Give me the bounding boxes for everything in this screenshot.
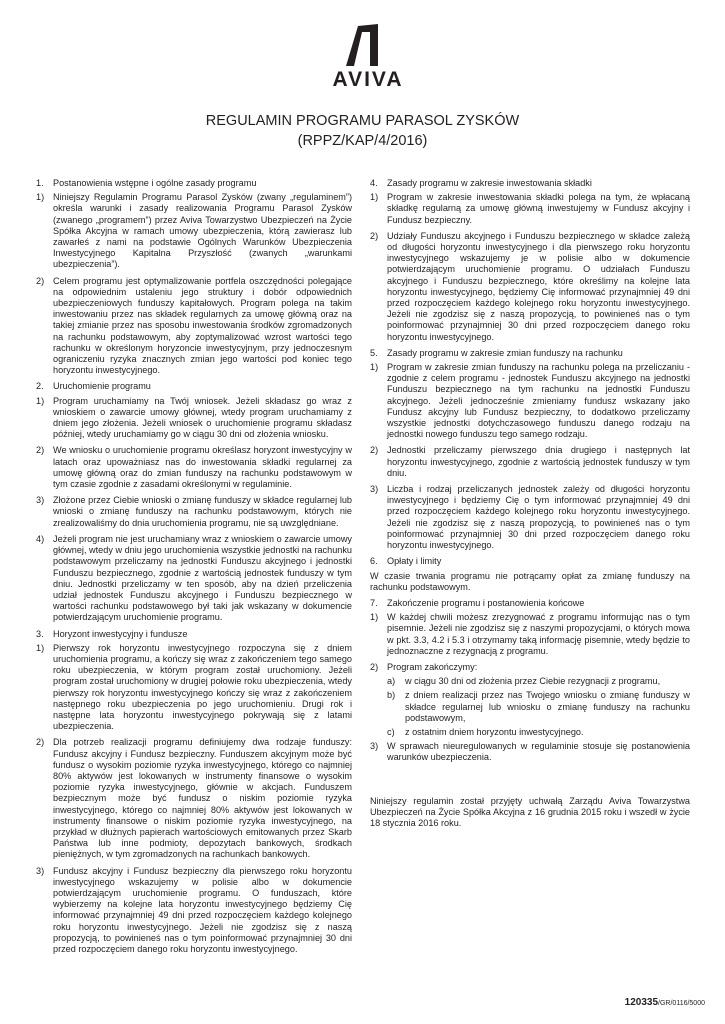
left-column — [36, 178, 352, 960]
list-item: 1) Niniejszy Regulamin Programu Parasol Zysków (zwany „regulaminem”) określa warunki i zasady realizowania Programu Parasol Zysków (zwanego „programem”) przez Aviva Towarzystwo Ubezpieczeń na Życie Spółka Akcyjna w ramach umowy ubezpieczenia, którą zawierasz lub zawarłeś z nami na podstawie Ogólnych Warunków Ubezpieczenia Inwestycyjnego Kapitalna Przyszłość (zwanych „warunkami ubezpieczenia”). — [36, 192, 352, 270]
list-item: 2) Celem programu jest optymalizowanie portfela oszczędności polegające na odpowiednim ustaleniu jego struktury i dobór odpowiednich ubezpieczeniowych funduszy kapitałowych. Program polega na takim inwestowaniu przez nas składek regularnych za umowę główną oraz na takiej zmianie przez nas sposobu inwestowania środków zgromadzonych na rachunku podstawowym, aby zoptymalizować wzrost wartości tego rachunku w określonym horyzoncie inwestycyjnym, przy jednoczesnym ograniczeniu ryzyka znacznych zmian jego wartości pod koniec tego horyzontu inwestycyjnego. — [36, 275, 352, 376]
list-item: 1) Pierwszy rok horyzontu inwestycyjnego rozpoczyna się z dniem uruchomienia programu, a kończy się wraz z zakończeniem tego samego roku ubezpieczenia, w którym program został uruchomiony. Jeżeli program został uruchomiony w drugiej połowie roku ubezpieczenia, wtedy pierwszy rok horyzontu inwestycyjnego kończy się wraz z zakończeniem następnego roku ubezpieczenia po jego uruchomieniu. Drugi rok i następne lata horyzontu inwestycyjnego pokrywają się z latami ubezpieczenia. — [36, 642, 352, 732]
right-column — [370, 178, 690, 834]
footer-code: 120335 — [624, 997, 659, 1008]
list-item: 2) Program zakończymy: — [370, 661, 478, 672]
section-heading: 3. Horyzont inwestycyjny i fundusze — [36, 628, 188, 639]
sub-item: c) z ostatnim dniem horyzontu inwestycyjnego. — [387, 726, 584, 737]
list-item: 2) Jednostki przeliczamy pierwszego dnia drugiego i następnych lat horyzontu inwestycyjnego, zgodnie z wartością jednostek funduszy w tym dniu. — [370, 445, 690, 478]
section-heading: 1. Postanowienia wstępne i ogólne zasady programu — [36, 178, 257, 188]
list-item: 1) Program w zakresie zmian funduszy na rachunku polega na przeliczaniu - zgodnie z celem programu - jednostek Funduszu akcyjnego na jednostki Funduszu bezpiecznego na tym rachunku na jednostki Funduszu akcyjnego. Jeżeli jednocześnie zmieniamy fundusz wskazany jako Fundusz akcyjny lub Fundusz bezpieczny, to dodatkowo przeliczamy wszystkie jednostki dotychczasowego funduszu danego rodzaju na jednostki nowego funduszu tego samego rodzaju. — [370, 362, 690, 440]
list-item: 2) Udziały Funduszu akcyjnego i Funduszu bezpiecznego w składce zależą od długości horyzontu inwestycyjnego i dla pierwszego roku horyzontu inwestycyjnego wskazujemy je w polisie albo w dokumencie potwierdzającym uruchomienie programu. O udziałach Funduszu akcyjnego i Funduszu bezpiecznego, które określimy na kolejne lata horyzontu inwestycyjnego, będziemy Cię informować przynajmniej 49 dni przed rozpoczęciem każdego kolejnego roku horyzontu inwestycyjnego. Jeżeli nie zgodzisz się z naszą propozycją, to powinieneś nas o tym poinformować przynajmniej 30 dni przed rozpoczęciem danego roku horyzontu inwestycyjnego. — [370, 230, 690, 342]
section-heading: 5. Zasady programu w zakresie zmian funduszy na rachunku — [370, 347, 623, 358]
section-heading: 7. Zakończenie programu i postanowienia końcowe — [370, 597, 585, 608]
paragraph: W czasie trwania programu nie potrącamy opłat za zmianę funduszy na rachunku podstawowym. — [370, 570, 690, 592]
list-item: 3) W sprawach nieuregulowanych w regulaminie stosuje się postanowienia warunków ubezpieczenia. — [370, 741, 690, 763]
list-item: 3) Liczba i rodzaj przeliczanych jednostek zależy od długości horyzontu inwestycyjnego i będziemy Cię o tym informować przynajmniej 49 dni przed rozpoczęciem każdego kolejnego roku horyzontu inwestycyjnego. Jeżeli nie zgodzisz się z naszą propozycją, to powinieneś nas o tym poinformować przynajmniej 30 dni przed rozpoczęciem danego roku horyzontu inwestycyjnego. — [370, 484, 690, 551]
list-item: 4) Jeżeli program nie jest uruchamiany wraz z wnioskiem o zawarcie umowy głównej, wtedy w dniu jego uruchomienia wszystkie jednostki na rachunku podstawowym przeliczamy na jednostki Funduszu akcyjnego i jednostki Funduszu bezpiecznego, zgodnie z wartością jednostek funduszy w tym dniu. Jednostki przeliczamy w ten sposób, aby na dzień przeliczenia udział jednostek Funduszu akcyjnego i Funduszu bezpiecznego w wartości rachunku podstawowego był taki jak wskazany w dokumencie potwierdzającym uruchomienie programu. — [36, 533, 352, 623]
document-title: REGULAMIN PROGRAMU PARASOL ZYSKÓW — [205, 113, 520, 129]
document-code: (RPPZ/KAP/4/2016) — [297, 133, 428, 149]
list-item: 2) We wniosku o uruchomienie programu określasz horyzont inwestycyjny w latach oraz upoważniasz nas do inwestowania składki regularnej za umowę główną oraz do zmian funduszy na rachunku podstawowym w tym czasie zgodnie z zasadami określonymi w regulaminie. — [36, 445, 352, 490]
list-item: 3) Złożone przez Ciebie wnioski o zmianę funduszy w składce regularnej lub wnioski o zmianę funduszy na rachunku podstawowym, których nie zrealizowaliśmy do dnia uruchomienia programu, nie są uwzględniane. — [36, 495, 352, 528]
aviva-wordmark: AVIVA — [332, 68, 404, 91]
section-heading: 4. Zasady programu w zakresie inwestowania składki — [370, 178, 592, 188]
list-item: 1) Program uruchamiamy na Twój wniosek. Jeżeli składasz go wraz z wnioskiem o zawarcie umowy głównej, wtedy program uruchamiamy z dniem jego złożenia. Jeżeli wniosek o uruchomienie programu składasz później, wtedy uruchamiamy go w ciągu 30 dni od złożenia wniosku. — [36, 395, 352, 440]
list-item: 1) Program w zakresie inwestowania składki polega na tym, że wpłacaną składkę regularną za umowę główną inwestujemy w Fundusz akcyjny i Fundusz bezpieczny. — [370, 192, 690, 225]
closing-note: Niniejszy regulamin został przyjęty uchwałą Zarządu Aviva Towarzystwa Ubezpieczeń na Życie Spółka Akcyjna z 16 grudnia 2015 roku i wszedł w życie 18 stycznia 2016 roku. — [370, 795, 690, 828]
list-item: 1) W każdej chwili możesz zrezygnować z programu informując nas o tym pisemnie. Jeżeli nie zgodzisz się z naszymi propozycjami, o których mowa w pkt. 3.3, 4.2 i 5.3 i otrzymamy taką informację pisemnie, wtedy będzie to jednoznaczne z rezygnacją z programu. — [370, 612, 690, 656]
section-heading: 2. Uruchomienie programu — [36, 381, 151, 392]
document-code-footer — [625, 997, 705, 1008]
aviva-logo — [328, 22, 408, 96]
footer-suffix: /GR/0116/5000 — [658, 1000, 705, 1007]
list-item: 2) Dla potrzeb realizacji programu definiujemy dwa rodzaje funduszy: Fundusz akcyjny i Fundusz bezpieczny. Funduszem akcyjnym może być fundusz o wysokim poziomie ryzyka inwestycyjnego, którego co najmniej 80% aktywów jest lokowanych w instrumenty finansowe o wysokim poziomie ryzyka inwestycyjnego, głównie w akcjach. Funduszem bezpiecznym może być fundusz o niskim poziomie ryzyka inwestycyjnego, którego co najmniej 80% aktywów jest lokowanych w instrumenty finansowe o niskim poziomie ryzyka inwestycyjnego, na przykład w dłużnych papierach wartościowych emitowanych przez Skarb Państwa lub inne podmioty, depozytach bankowych, środkach pieniężnych, w tym zgromadzonych na rachunkach bankowych. — [36, 737, 352, 860]
aviva-emblem-icon — [328, 22, 408, 68]
section-heading: 6. Opłaty i limity — [370, 556, 442, 567]
sub-item: b) z dniem realizacji przez nas Twojego wniosku o zmianę funduszy w składce regularnej lub wniosku o zmianę funduszy na rachunku podstawowym, — [387, 690, 690, 723]
list-item: 3) Fundusz akcyjny i Fundusz bezpieczny dla pierwszego roku horyzontu inwestycyjnego wskazujemy w polisie albo w dokumencie potwierdzającym uruchomienie programu. O funduszach, które wybierzemy na kolejne lata horyzontu inwestycyjnego będziemy Cię informować przynajmniej 49 dni przed rozpoczęciem każdego kolejnego roku horyzontu inwestycyjnego. Jeżeli nie zgodzisz się z naszą propozycją, to powinieneś nas o tym poinformować przynajmniej 30 dni przed rozpoczęciem danego roku horyzontu inwestycyjnego. — [36, 865, 352, 954]
sub-item: a) w ciągu 30 dni od złożenia przez Ciebie rezygnacji z programu, — [387, 676, 661, 687]
